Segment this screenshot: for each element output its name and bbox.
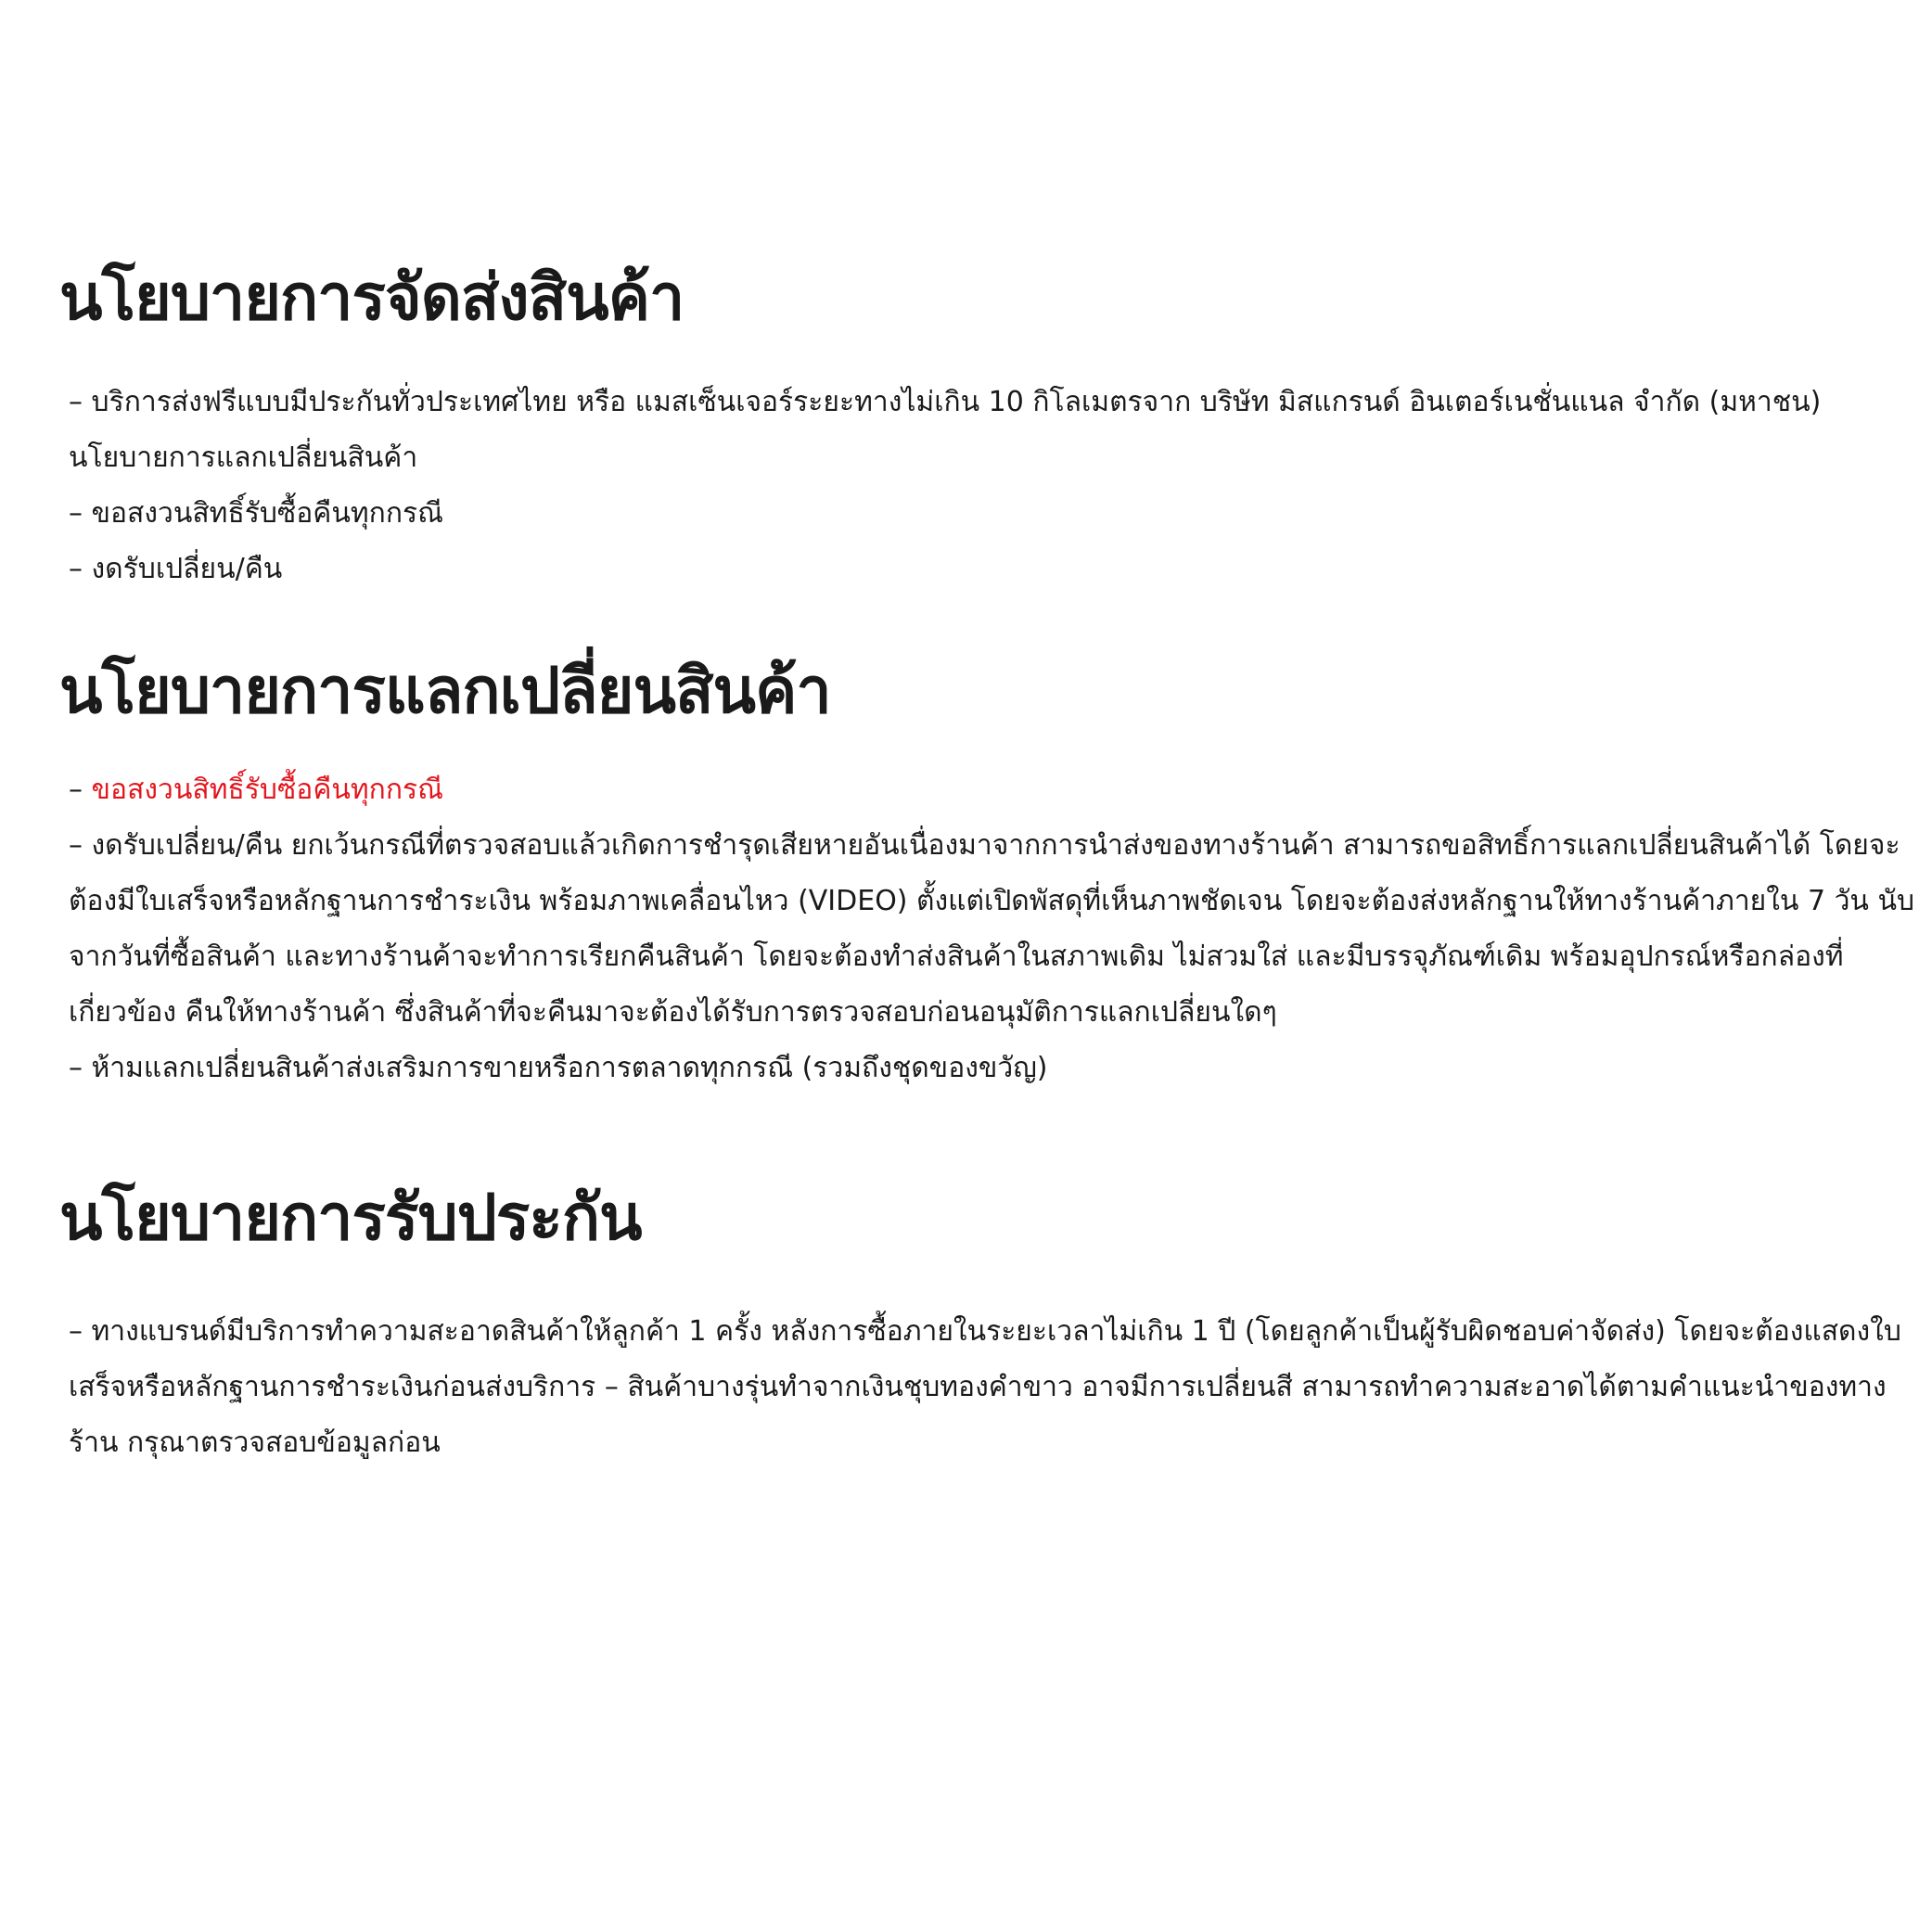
exchange-highlight-dash: – xyxy=(69,774,92,806)
exchange-conditions-paragraph: – งดรับเปลี่ยน/คืน ยกเว้นกรณีที่ตรวจสอบแล้วเกิดการชำรุดเสียหายอันเนื่องมาจากการนำส่งของทางร้านค้า สามารถขอสิทธิ์การแลกเปลี่ยนสินค้าได้ โดยจะต้องมีใบเสร็จหรือหลักฐานการชำระเงิน พร้อมภาพเคลื่อนไหว (VIDEO) ตั้งแต่เปิดพัสดุที่เห็นภาพชัดเจน โดยจะต้องส่งหลักฐานให้ทางร้านค้าภายใน 7 วัน นับจากวันที่ซื้อสินค้า และทางร้านค้าจะทำการเรียกคืนสินค้า โดยจะต้องทำส่งสินค้าในสภาพเดิม ไม่สวมใส่ และมีบรรจุภัณฑ์เดิม พร้อมอุปกรณ์หรือกล่องที่เกี่ยวข้อง คืนให้ทางร้านค้า ซึ่งสินค้าที่จะคืนมาจะต้องได้รับการตรวจสอบก่อนอนุมัติการแลกเปลี่ยนใดๆ xyxy=(69,829,1915,1029)
shipping-line-no-return: – งดรับเปลี่ยน/คืน xyxy=(69,553,283,585)
warranty-policy-title: นโยบายการรับประกัน xyxy=(59,1182,642,1255)
shipping-line-free-delivery: – บริการส่งฟรีแบบมีประกันทั่วประเทศไทย หรือ แมสเซ็นเจอร์ระยะทางไม่เกิน 10 กิโลเมตรจาก บริษัท มิสแกรนด์ อินเตอร์เนชั่นแนล จำกัด (มหาชน) xyxy=(69,386,1822,418)
warranty-paragraph: – ทางแบรนด์มีบริการทำความสะอาดสินค้าให้ลูกค้า 1 ครั้ง หลังการซื้อภายในระยะเวลาไม่เกิน 1 ปี (โดยลูกค้าเป็นผู้รับผิดชอบค่าจัดส่ง) โดยจะต้องแสดงใบเสร็จหรือหลักฐานการชำระเงินก่อนส่งบริการ – สินค้าบางรุ่นทำจากเงินชุบทองคำขาว อาจมีการเปลี่ยนสี สามารถทำความสะอาดได้ตามคำแนะนำของทางร้าน กรุณาตรวจสอบข้อมูลก่อน xyxy=(69,1315,1901,1459)
exchange-highlight-text: ขอสงวนสิทธิ์รับซื้อคืนทุกกรณี xyxy=(91,774,443,806)
exchange-policy-title: นโยบายการแลกเปลี่ยนสินค้า xyxy=(59,655,831,728)
exchange-highlight-line xyxy=(69,762,1914,818)
shipping-line-no-buyback: – ขอสงวนสิทธิ์รับซื้อคืนทุกกรณี xyxy=(69,497,443,530)
shipping-policy-body xyxy=(69,375,1914,597)
exchange-policy-body xyxy=(69,762,1914,1096)
shipping-line-exchange-heading: นโยบายการแลกเปลี่ยนสินค้า xyxy=(69,441,418,474)
shipping-policy-title: นโยบายการจัดส่งสินค้า xyxy=(59,262,685,335)
warranty-policy-body xyxy=(69,1304,1914,1471)
exchange-promo-restriction: – ห้ามแลกเปลี่ยนสินค้าส่งเสริมการขายหรือการตลาดทุกกรณี (รวมถึงชุดของขวัญ) xyxy=(69,1052,1048,1084)
